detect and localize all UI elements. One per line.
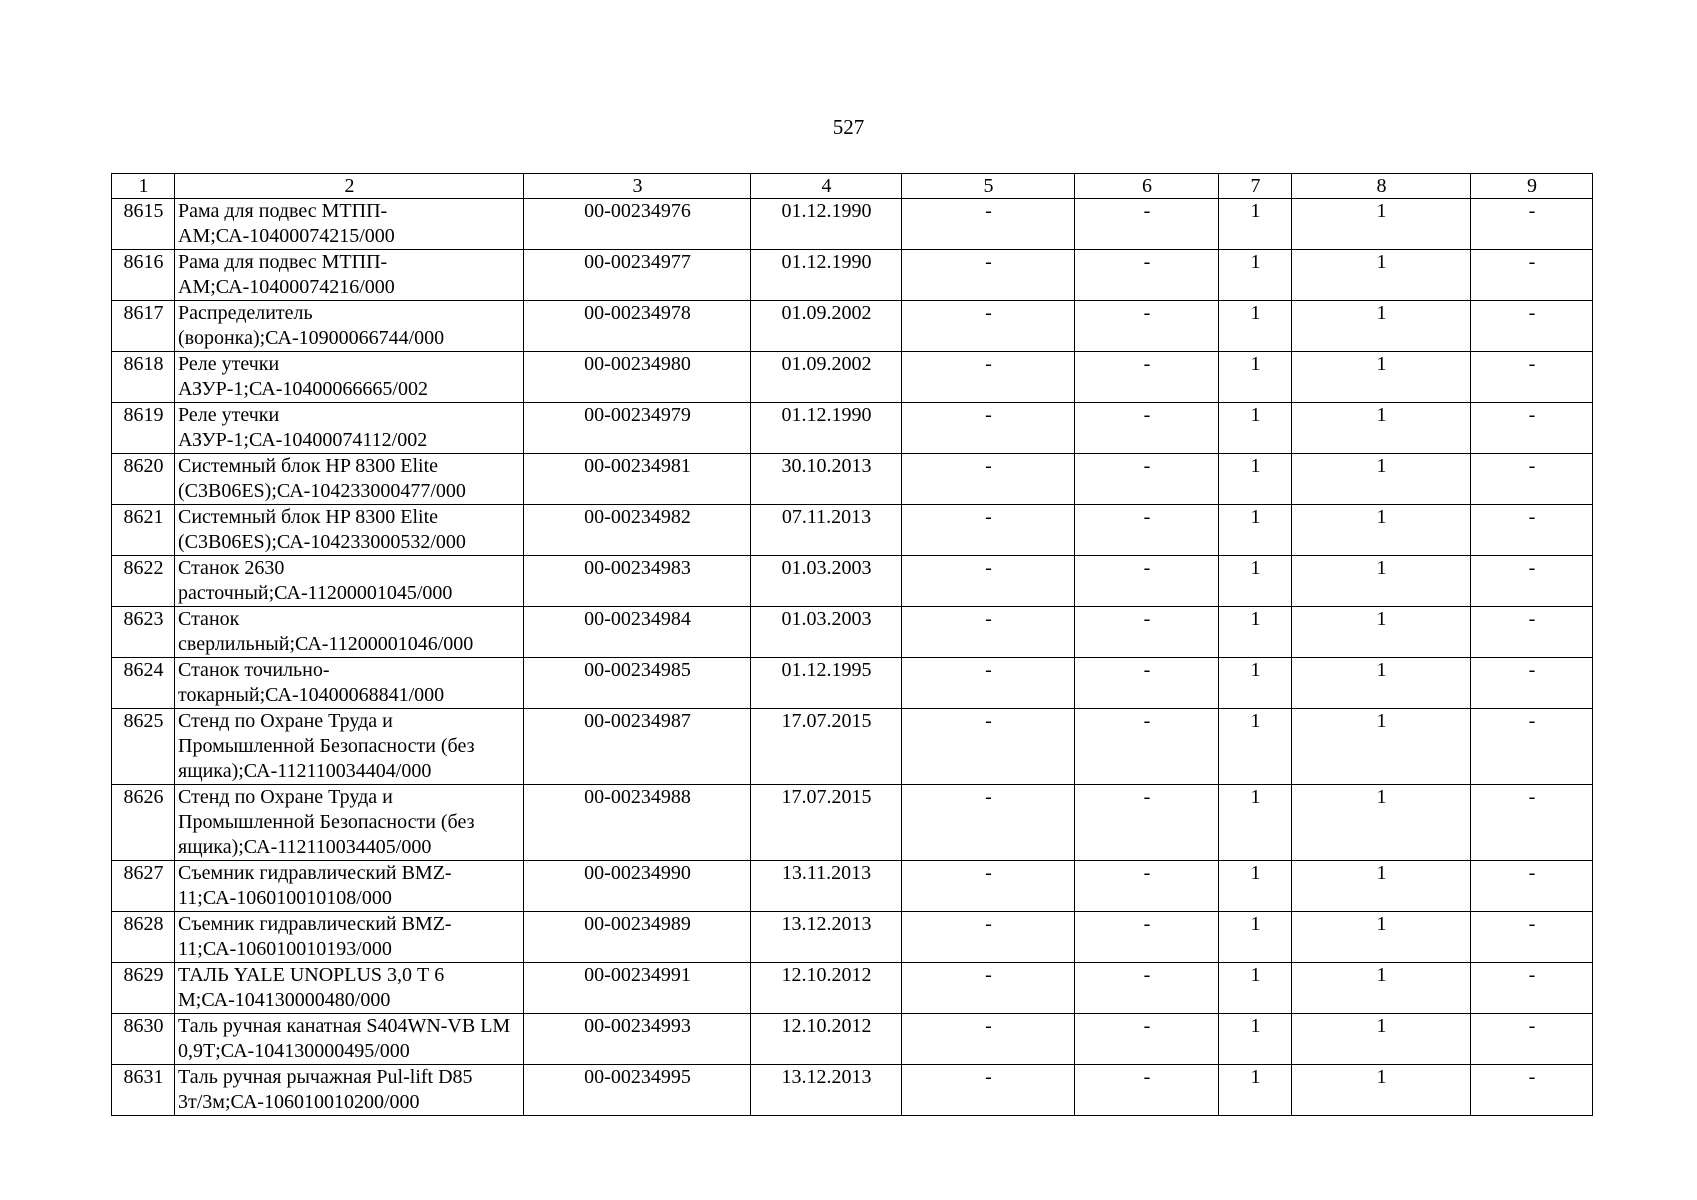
column-8-cell: 1 bbox=[1292, 199, 1471, 250]
inventory-code-cell: 00-00234976 bbox=[524, 199, 751, 250]
inventory-code-cell: 00-00234993 bbox=[524, 1014, 751, 1065]
column-6-cell: - bbox=[1075, 352, 1219, 403]
row-number-cell: 8629 bbox=[112, 963, 175, 1014]
column-8-cell: 1 bbox=[1292, 556, 1471, 607]
column-5-cell: - bbox=[902, 352, 1075, 403]
column-header: 3 bbox=[524, 174, 751, 199]
table-row bbox=[112, 505, 1593, 556]
item-name-cell: Станок сверлильный;СА-11200001046/000 bbox=[175, 607, 524, 658]
column-header: 6 bbox=[1075, 174, 1219, 199]
item-name-cell: Распределитель (воронка);СА-10900066744/000 bbox=[175, 301, 524, 352]
column-5-cell: - bbox=[902, 709, 1075, 785]
column-9-cell: - bbox=[1471, 709, 1593, 785]
table-body bbox=[112, 199, 1593, 1116]
column-9-cell: - bbox=[1471, 912, 1593, 963]
inventory-code-cell: 00-00234980 bbox=[524, 352, 751, 403]
column-7-cell: 1 bbox=[1219, 454, 1292, 505]
column-6-cell: - bbox=[1075, 709, 1219, 785]
table-row bbox=[112, 1014, 1593, 1065]
inventory-code-cell: 00-00234987 bbox=[524, 709, 751, 785]
page-number: 527 bbox=[832, 115, 865, 139]
row-number-cell: 8624 bbox=[112, 658, 175, 709]
table-row bbox=[112, 556, 1593, 607]
item-name-cell: ТАЛЬ YALE UNOPLUS 3,0 Т 6 М;СА-104130000480/000 bbox=[175, 963, 524, 1014]
column-9-cell: - bbox=[1471, 250, 1593, 301]
table-row bbox=[112, 861, 1593, 912]
inventory-code-cell: 00-00234983 bbox=[524, 556, 751, 607]
column-6-cell: - bbox=[1075, 785, 1219, 861]
column-5-cell: - bbox=[902, 505, 1075, 556]
row-number-cell: 8623 bbox=[112, 607, 175, 658]
column-header: 9 bbox=[1471, 174, 1593, 199]
column-6-cell: - bbox=[1075, 658, 1219, 709]
column-9-cell: - bbox=[1471, 403, 1593, 454]
table-row bbox=[112, 250, 1593, 301]
inventory-code-cell: 00-00234981 bbox=[524, 454, 751, 505]
inventory-table bbox=[111, 173, 1593, 1116]
item-name-cell: Станок точильно-токарный;СА-10400068841/000 bbox=[175, 658, 524, 709]
column-9-cell: - bbox=[1471, 1065, 1593, 1116]
column-8-cell: 1 bbox=[1292, 861, 1471, 912]
column-6-cell: - bbox=[1075, 250, 1219, 301]
column-5-cell: - bbox=[902, 454, 1075, 505]
column-6-cell: - bbox=[1075, 963, 1219, 1014]
inventory-code-cell: 00-00234995 bbox=[524, 1065, 751, 1116]
date-cell: 13.12.2013 bbox=[751, 1065, 902, 1116]
column-header: 8 bbox=[1292, 174, 1471, 199]
date-cell: 13.11.2013 bbox=[751, 861, 902, 912]
date-cell: 01.12.1990 bbox=[751, 403, 902, 454]
date-cell: 12.10.2012 bbox=[751, 963, 902, 1014]
date-cell: 01.09.2002 bbox=[751, 301, 902, 352]
column-5-cell: - bbox=[902, 861, 1075, 912]
item-name-cell: Таль ручная канатная S404WN-VB LM 0,9Т;СА-104130000495/000 bbox=[175, 1014, 524, 1065]
column-8-cell: 1 bbox=[1292, 658, 1471, 709]
column-8-cell: 1 bbox=[1292, 709, 1471, 785]
column-5-cell: - bbox=[902, 607, 1075, 658]
table-row bbox=[112, 301, 1593, 352]
item-name-cell: Рама для подвес МТПП-АМ;СА-10400074215/000 bbox=[175, 199, 524, 250]
table-row bbox=[112, 454, 1593, 505]
date-cell: 01.03.2003 bbox=[751, 607, 902, 658]
table-row bbox=[112, 912, 1593, 963]
row-number-cell: 8618 bbox=[112, 352, 175, 403]
table-row bbox=[112, 658, 1593, 709]
row-number-cell: 8628 bbox=[112, 912, 175, 963]
column-8-cell: 1 bbox=[1292, 1065, 1471, 1116]
column-7-cell: 1 bbox=[1219, 785, 1292, 861]
column-9-cell: - bbox=[1471, 785, 1593, 861]
column-7-cell: 1 bbox=[1219, 403, 1292, 454]
date-cell: 01.12.1990 bbox=[751, 199, 902, 250]
item-name-cell: Системный блок HP 8300 Elite (C3B06ES);СА-104233000477/000 bbox=[175, 454, 524, 505]
column-7-cell: 1 bbox=[1219, 1065, 1292, 1116]
column-6-cell: - bbox=[1075, 301, 1219, 352]
column-5-cell: - bbox=[902, 301, 1075, 352]
column-8-cell: 1 bbox=[1292, 785, 1471, 861]
column-9-cell: - bbox=[1471, 199, 1593, 250]
date-cell: 17.07.2015 bbox=[751, 785, 902, 861]
column-5-cell: - bbox=[902, 403, 1075, 454]
column-7-cell: 1 bbox=[1219, 607, 1292, 658]
column-8-cell: 1 bbox=[1292, 301, 1471, 352]
column-header: 1 bbox=[112, 174, 175, 199]
column-8-cell: 1 bbox=[1292, 607, 1471, 658]
date-cell: 30.10.2013 bbox=[751, 454, 902, 505]
column-9-cell: - bbox=[1471, 861, 1593, 912]
item-name-cell: Реле утечки АЗУР-1;СА-10400074112/002 bbox=[175, 403, 524, 454]
column-7-cell: 1 bbox=[1219, 199, 1292, 250]
column-7-cell: 1 bbox=[1219, 861, 1292, 912]
column-7-cell: 1 bbox=[1219, 709, 1292, 785]
column-9-cell: - bbox=[1471, 454, 1593, 505]
row-number-cell: 8625 bbox=[112, 709, 175, 785]
row-number-cell: 8626 bbox=[112, 785, 175, 861]
column-7-cell: 1 bbox=[1219, 556, 1292, 607]
row-number-cell: 8621 bbox=[112, 505, 175, 556]
date-cell: 01.12.1990 bbox=[751, 250, 902, 301]
column-header: 7 bbox=[1219, 174, 1292, 199]
column-6-cell: - bbox=[1075, 861, 1219, 912]
inventory-code-cell: 00-00234991 bbox=[524, 963, 751, 1014]
column-8-cell: 1 bbox=[1292, 250, 1471, 301]
column-6-cell: - bbox=[1075, 454, 1219, 505]
column-9-cell: - bbox=[1471, 1014, 1593, 1065]
table-row bbox=[112, 352, 1593, 403]
column-8-cell: 1 bbox=[1292, 352, 1471, 403]
column-7-cell: 1 bbox=[1219, 301, 1292, 352]
date-cell: 17.07.2015 bbox=[751, 709, 902, 785]
inventory-code-cell: 00-00234978 bbox=[524, 301, 751, 352]
date-cell: 12.10.2012 bbox=[751, 1014, 902, 1065]
item-name-cell: Съемник гидравлический BMZ-11;СА-106010010108/000 bbox=[175, 861, 524, 912]
inventory-code-cell: 00-00234979 bbox=[524, 403, 751, 454]
column-8-cell: 1 bbox=[1292, 403, 1471, 454]
date-cell: 01.09.2002 bbox=[751, 352, 902, 403]
inventory-code-cell: 00-00234984 bbox=[524, 607, 751, 658]
column-7-cell: 1 bbox=[1219, 658, 1292, 709]
column-7-cell: 1 bbox=[1219, 352, 1292, 403]
column-5-cell: - bbox=[902, 556, 1075, 607]
column-6-cell: - bbox=[1075, 1014, 1219, 1065]
date-cell: 13.12.2013 bbox=[751, 912, 902, 963]
item-name-cell: Реле утечки АЗУР-1;СА-10400066665/002 bbox=[175, 352, 524, 403]
column-7-cell: 1 bbox=[1219, 505, 1292, 556]
inventory-code-cell: 00-00234977 bbox=[524, 250, 751, 301]
table-row bbox=[112, 1065, 1593, 1116]
table-row bbox=[112, 403, 1593, 454]
table-row bbox=[112, 607, 1593, 658]
inventory-code-cell: 00-00234989 bbox=[524, 912, 751, 963]
column-header: 2 bbox=[175, 174, 524, 199]
column-9-cell: - bbox=[1471, 352, 1593, 403]
row-number-cell: 8627 bbox=[112, 861, 175, 912]
column-8-cell: 1 bbox=[1292, 454, 1471, 505]
inventory-code-cell: 00-00234985 bbox=[524, 658, 751, 709]
row-number-cell: 8619 bbox=[112, 403, 175, 454]
column-6-cell: - bbox=[1075, 505, 1219, 556]
column-5-cell: - bbox=[902, 785, 1075, 861]
column-8-cell: 1 bbox=[1292, 912, 1471, 963]
item-name-cell: Системный блок HP 8300 Elite (C3B06ES);СА-104233000532/000 bbox=[175, 505, 524, 556]
row-number-cell: 8615 bbox=[112, 199, 175, 250]
column-6-cell: - bbox=[1075, 912, 1219, 963]
column-header: 4 bbox=[751, 174, 902, 199]
column-6-cell: - bbox=[1075, 403, 1219, 454]
inventory-code-cell: 00-00234988 bbox=[524, 785, 751, 861]
date-cell: 01.12.1995 bbox=[751, 658, 902, 709]
column-7-cell: 1 bbox=[1219, 1014, 1292, 1065]
column-number-row bbox=[112, 174, 1593, 199]
column-8-cell: 1 bbox=[1292, 1014, 1471, 1065]
inventory-code-cell: 00-00234990 bbox=[524, 861, 751, 912]
row-number-cell: 8620 bbox=[112, 454, 175, 505]
table-row bbox=[112, 199, 1593, 250]
column-5-cell: - bbox=[902, 912, 1075, 963]
column-5-cell: - bbox=[902, 1065, 1075, 1116]
column-6-cell: - bbox=[1075, 1065, 1219, 1116]
column-8-cell: 1 bbox=[1292, 505, 1471, 556]
date-cell: 07.11.2013 bbox=[751, 505, 902, 556]
inventory-code-cell: 00-00234982 bbox=[524, 505, 751, 556]
item-name-cell: Станок 2630 расточный;СА-11200001045/000 bbox=[175, 556, 524, 607]
column-5-cell: - bbox=[902, 1014, 1075, 1065]
table-row bbox=[112, 709, 1593, 785]
column-5-cell: - bbox=[902, 199, 1075, 250]
item-name-cell: Рама для подвес МТПП-АМ;СА-10400074216/000 bbox=[175, 250, 524, 301]
column-9-cell: - bbox=[1471, 607, 1593, 658]
item-name-cell: Стенд по Охране Труда и Промышленной Безопасности (без ящика);СА-112110034405/000 bbox=[175, 785, 524, 861]
column-6-cell: - bbox=[1075, 607, 1219, 658]
column-9-cell: - bbox=[1471, 301, 1593, 352]
row-number-cell: 8616 bbox=[112, 250, 175, 301]
column-8-cell: 1 bbox=[1292, 963, 1471, 1014]
row-number-cell: 8617 bbox=[112, 301, 175, 352]
table-row bbox=[112, 963, 1593, 1014]
date-cell: 01.03.2003 bbox=[751, 556, 902, 607]
column-6-cell: - bbox=[1075, 199, 1219, 250]
column-5-cell: - bbox=[902, 963, 1075, 1014]
table-row bbox=[112, 785, 1593, 861]
column-9-cell: - bbox=[1471, 556, 1593, 607]
column-5-cell: - bbox=[902, 250, 1075, 301]
item-name-cell: Съемник гидравлический BMZ-11;СА-106010010193/000 bbox=[175, 912, 524, 963]
column-9-cell: - bbox=[1471, 658, 1593, 709]
row-number-cell: 8631 bbox=[112, 1065, 175, 1116]
column-9-cell: - bbox=[1471, 963, 1593, 1014]
item-name-cell: Таль ручная рычажная Pul-lift D85 3т/3м;СА-106010010200/000 bbox=[175, 1065, 524, 1116]
column-7-cell: 1 bbox=[1219, 963, 1292, 1014]
column-6-cell: - bbox=[1075, 556, 1219, 607]
column-7-cell: 1 bbox=[1219, 912, 1292, 963]
row-number-cell: 8622 bbox=[112, 556, 175, 607]
column-header: 5 bbox=[902, 174, 1075, 199]
column-7-cell: 1 bbox=[1219, 250, 1292, 301]
column-9-cell: - bbox=[1471, 505, 1593, 556]
item-name-cell: Стенд по Охране Труда и Промышленной Безопасности (без ящика);СА-112110034404/000 bbox=[175, 709, 524, 785]
row-number-cell: 8630 bbox=[112, 1014, 175, 1065]
column-5-cell: - bbox=[902, 658, 1075, 709]
